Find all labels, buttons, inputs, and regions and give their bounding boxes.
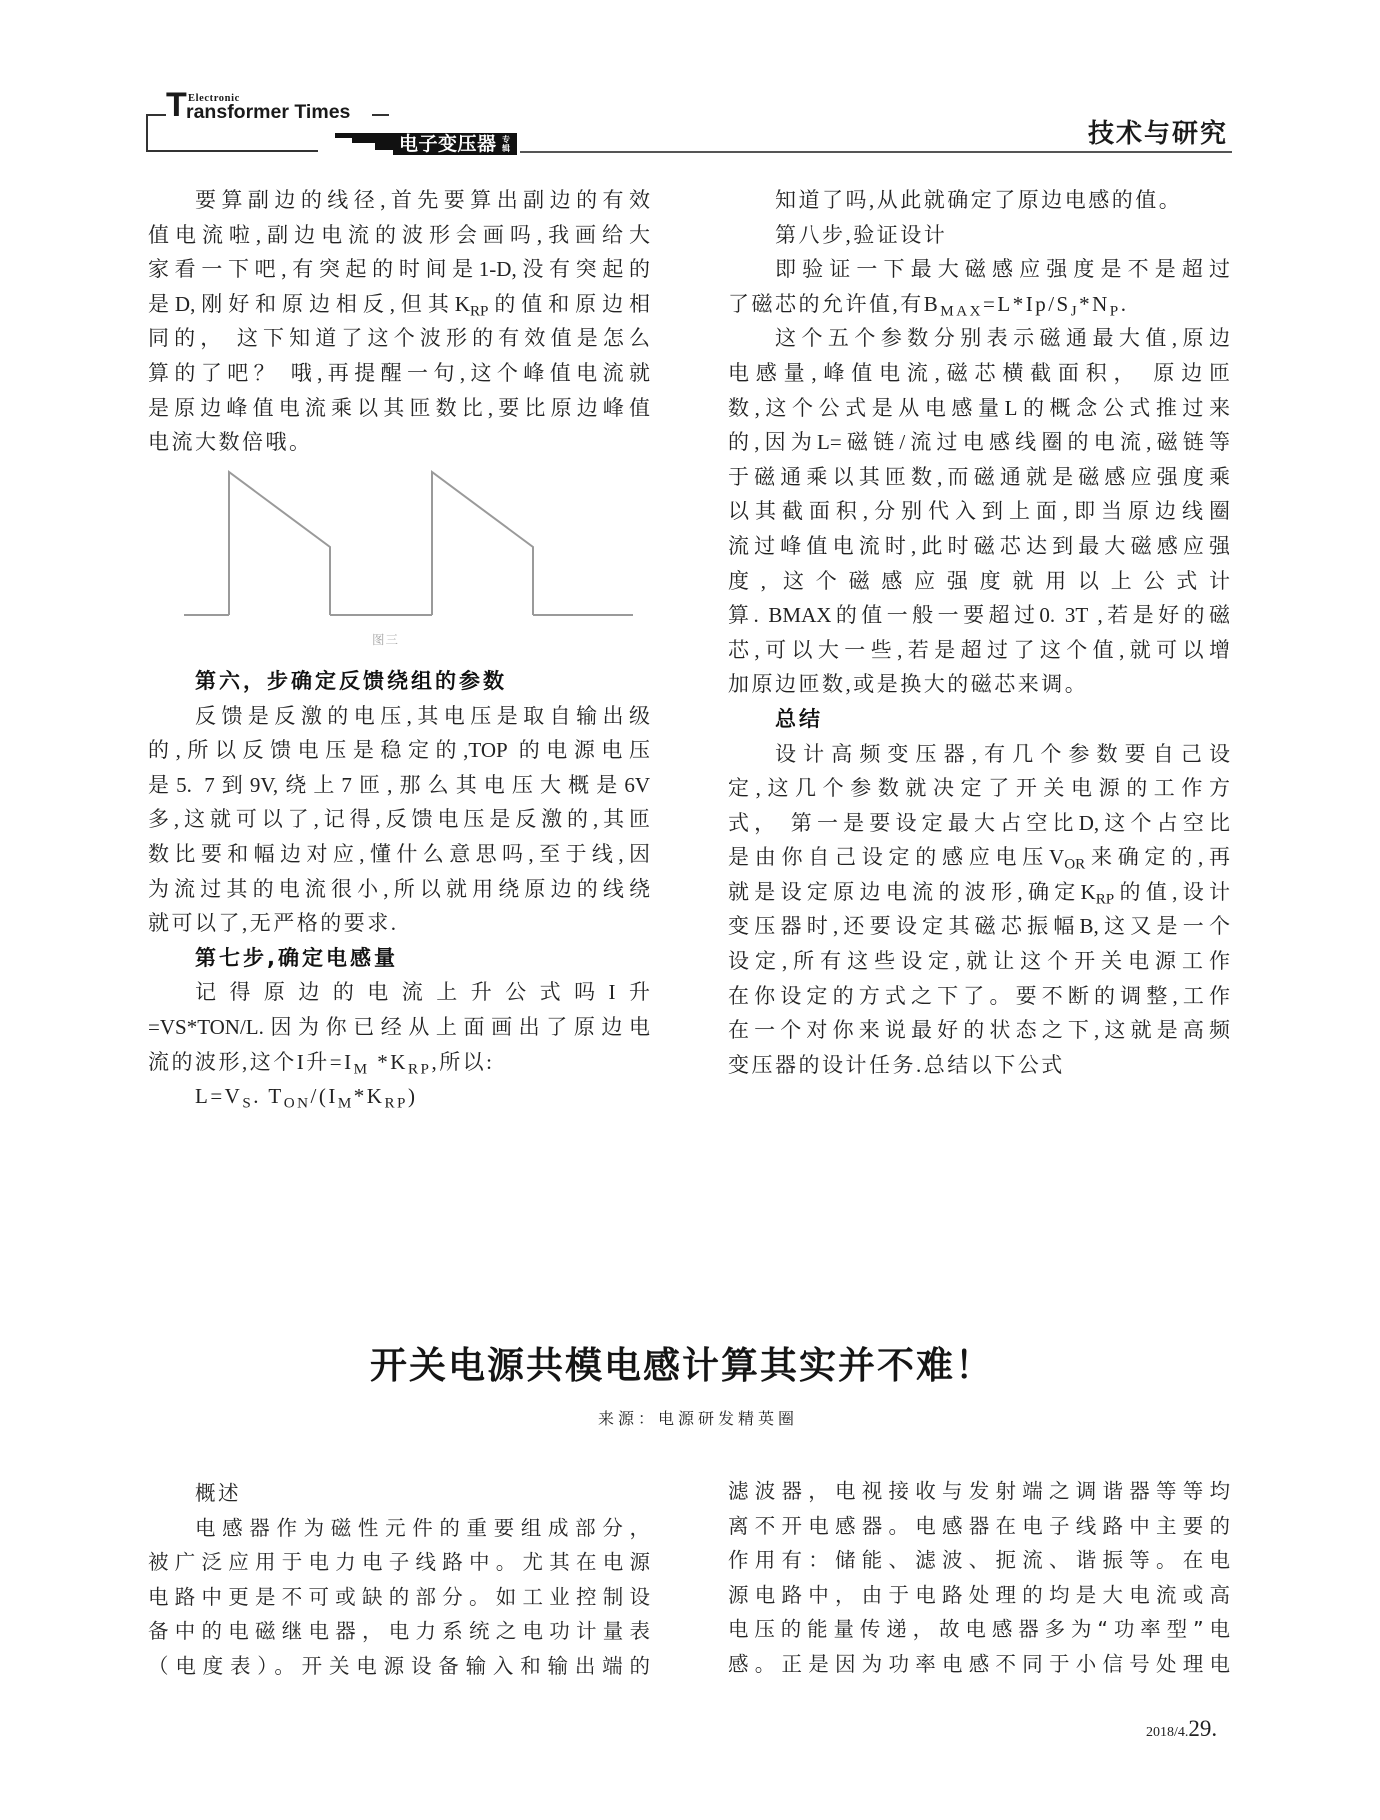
subscript: RP bbox=[469, 303, 489, 320]
text-line: 这个五个参数分别表示磁通最大值,原边 bbox=[775, 326, 1230, 351]
column-badge bbox=[335, 133, 517, 155]
text-line: 以其截面积,分别代入到上面,即当原边线圈 bbox=[728, 499, 1230, 524]
header-brand-dash bbox=[372, 114, 389, 116]
text-line: 于磁通乘以其匝数,而磁通就是磁感应强度乘 bbox=[728, 464, 1230, 489]
text-line: （电度表）。开关电源设备输入和输出端的 bbox=[148, 1653, 650, 1678]
section-heading: 总结 bbox=[775, 706, 823, 731]
text-line: 加原边匝数,或是换大的磁芯来调。 bbox=[728, 672, 1089, 697]
brand-logo-initial: T bbox=[166, 86, 187, 124]
text-line: 在你设定的方式之下了。要不断的调整,工作 bbox=[728, 983, 1230, 1008]
text-line: 数比要和幅边对应,懂什么意思吗,至于线,因 bbox=[148, 841, 650, 866]
formula-line bbox=[148, 1079, 650, 1114]
text-segment: 是D,刚好和原边相反,但其K bbox=[148, 291, 470, 316]
subscript: P bbox=[1109, 303, 1121, 320]
text-line: 电路中更是不可或缺的部分。如工业控制设 bbox=[148, 1584, 650, 1609]
page-number: 29. bbox=[1188, 1716, 1218, 1741]
text-segment: =L*Ip/S bbox=[983, 291, 1071, 316]
text-segment: 了磁芯的允许值,有B bbox=[728, 291, 941, 316]
badge-subtitle-char: 辑 bbox=[502, 144, 510, 153]
text-line: 的,因为L=磁链/流过电感线圈的电流,磁链等 bbox=[728, 430, 1230, 455]
text-segment: *K bbox=[369, 1049, 408, 1074]
text-line: 为流过其的电流很小,所以就用绕原边的线绕 bbox=[148, 876, 650, 901]
brand-logo-superscript: Electronic bbox=[188, 93, 240, 104]
text-line: 滤波器，电视接收与发射端之调谐器等等均 bbox=[728, 1479, 1230, 1503]
article2-left-column bbox=[148, 1476, 650, 1684]
text-line: =VS*TON/L.因为你已经从上面画出了原边电 bbox=[148, 1014, 650, 1039]
text-line: 同的， 这下知道了这个波形的有效值是怎么 bbox=[148, 326, 650, 351]
text-line: 在一个对你来说最好的状态之下,这就是高频 bbox=[728, 1018, 1230, 1043]
text-line: 是原边峰值电流乘以其匝数比,要比原边峰值 bbox=[148, 395, 650, 420]
waveform-pulse bbox=[432, 472, 533, 615]
waveform-pulse bbox=[229, 472, 330, 615]
text-segment: 是由你自己设定的感应电压V bbox=[728, 845, 1065, 870]
header-bracket-bottom-rule bbox=[146, 150, 318, 152]
text-line bbox=[148, 287, 650, 322]
article2-title: 开关电源共模电感计算其实并不难！ bbox=[370, 1343, 994, 1387]
text-line: 备中的电磁继电器，电力系统之电功计量表 bbox=[148, 1619, 650, 1644]
text-line bbox=[148, 1045, 650, 1080]
subheading: 概述 bbox=[195, 1481, 241, 1505]
text-line: 变压器的设计任务.总结以下公式 bbox=[728, 1052, 1065, 1077]
text-line: 变压器时,还要设定其磁芯振幅B,这又是一个 bbox=[728, 914, 1230, 939]
header-bracket-top-rule bbox=[146, 114, 166, 116]
text-segment: 流的波形,这个I升=I bbox=[148, 1049, 354, 1074]
text-line: 算. BMAX的值一般一要超过0. 3T ,若是好的磁 bbox=[728, 603, 1230, 628]
subscript: M bbox=[353, 1061, 370, 1078]
text-segment: . bbox=[1120, 291, 1129, 316]
text-segment: *N bbox=[1079, 291, 1110, 316]
text-line: 反馈是反激的电压,其电压是取自输出级 bbox=[195, 703, 650, 728]
section-title: 技术与研究 bbox=[1088, 119, 1229, 149]
text-line: 要算副边的线径,首先要算出副边的有效 bbox=[195, 188, 650, 212]
step-heading: 第八步,验证设计 bbox=[775, 222, 948, 247]
brand-logo-name: ransformer Times bbox=[186, 101, 351, 123]
text-line: 度, 这个磁感应强度就用以上公式计 bbox=[728, 568, 1230, 593]
section-heading: 第六，步确定反馈绕组的参数 bbox=[195, 669, 507, 693]
article2-source: 来源：电源研发精英圈 bbox=[597, 1409, 798, 1428]
text-line: 设计高频变压器,有几个参数要自己设 bbox=[775, 741, 1230, 766]
text-line: 算的了吧？ 哦,再提醒一句,这个峰值电流就 bbox=[148, 360, 650, 385]
subscript: RP bbox=[384, 1095, 408, 1112]
subscript: OR bbox=[1064, 856, 1086, 873]
text-segment: ) bbox=[407, 1084, 418, 1109]
subscript: M bbox=[337, 1095, 354, 1112]
figure-caption: 图三 bbox=[372, 632, 400, 647]
page-footer bbox=[1146, 1716, 1217, 1742]
text-line: 源电路中，由于电路处理的均是大电流或高 bbox=[728, 1582, 1230, 1607]
text-line bbox=[728, 840, 1230, 875]
text-line: 即验证一下最大磁感应强度是不是超过 bbox=[775, 257, 1230, 282]
text-segment: 的值,设计 bbox=[1114, 879, 1231, 904]
text-line: 感。正是因为功率电感不同于小信号处理电 bbox=[728, 1651, 1230, 1676]
text-line: 知道了吗,从此就确定了原边电感的值。 bbox=[775, 188, 1183, 212]
badge-title: 电子变压器 bbox=[399, 133, 497, 155]
text-line: 芯,可以大一些,若是超过了这个值,就可以增 bbox=[728, 637, 1230, 662]
formula-line bbox=[728, 287, 1230, 322]
header-bracket-vertical-rule bbox=[146, 114, 148, 152]
text-segment: /(I bbox=[310, 1084, 338, 1109]
article1-left-column-top bbox=[148, 183, 650, 460]
text-line bbox=[728, 875, 1230, 910]
text-segment: *K bbox=[353, 1084, 385, 1109]
text-line: 数,这个公式是从电感量L的概念公式推过来 bbox=[728, 395, 1230, 420]
subscript: MAX bbox=[940, 303, 984, 320]
subscript: J bbox=[1070, 303, 1080, 320]
text-segment: . T bbox=[253, 1084, 284, 1109]
text-line: 被广泛应用于电力电子线路中。尤其在电源 bbox=[148, 1550, 650, 1575]
header-right-rule bbox=[520, 151, 1232, 153]
text-segment: 来确定的,再 bbox=[1085, 845, 1230, 870]
text-segment: 就是设定原边电流的波形,确定K bbox=[728, 879, 1096, 904]
article1-left-column-bottom bbox=[148, 664, 650, 1114]
text-line: 值电流啦,副边电流的波形会画吗,我画给大 bbox=[148, 222, 650, 247]
text-line: 流过峰值电流时,此时磁芯达到最大磁感应强 bbox=[728, 533, 1230, 558]
badge-subtitle-char: 专 bbox=[502, 135, 510, 144]
text-line: 电感量,峰值电流,磁芯横截面积， 原边匝 bbox=[728, 360, 1230, 385]
text-line: 定,这几个参数就决定了开关电源的工作方 bbox=[728, 776, 1230, 801]
text-line: 式， 第一是要设定最大占空比D,这个占空比 bbox=[728, 810, 1230, 835]
text-line: 离不开电感器。电感器在电子线路中主要的 bbox=[728, 1513, 1230, 1538]
text-line: 电流大数倍哦。 bbox=[148, 430, 313, 455]
badge-subtitle bbox=[501, 135, 511, 153]
text-line: 作用有：储能、滤波、扼流、谐振等。在电 bbox=[728, 1548, 1230, 1573]
text-line: 多,这就可以了,记得,反馈电压是反激的,其匝 bbox=[148, 807, 650, 832]
text-segment: ,所以: bbox=[431, 1049, 495, 1074]
subscript: RP bbox=[407, 1061, 432, 1078]
text-segment: L=V bbox=[195, 1084, 243, 1109]
issue-date: 2018/4. bbox=[1146, 1725, 1189, 1740]
text-line: 记得原边的电流上升公式吗I升 bbox=[195, 980, 650, 1005]
section-heading: 第七步,确定电感量 bbox=[195, 945, 398, 970]
text-line: 就可以了,无严格的要求. bbox=[148, 911, 399, 936]
text-line: 设定,所有这些设定,就让这个开关电源工作 bbox=[728, 949, 1230, 974]
text-line: 的,所以反馈电压是稳定的,TOP 的电源电压 bbox=[148, 738, 650, 763]
waveform-figure bbox=[180, 465, 640, 655]
text-line: 电压的能量传递，故电感器多为“功率型”电 bbox=[728, 1617, 1230, 1642]
text-segment: 的值和原边相 bbox=[488, 291, 650, 316]
subscript: S bbox=[242, 1095, 254, 1112]
subscript: ON bbox=[283, 1095, 311, 1112]
article1-right-column bbox=[728, 183, 1230, 1082]
text-line: 电感器作为磁性元件的重要组成部分， bbox=[195, 1515, 650, 1540]
text-line: 家看一下吧,有突起的时间是1-D,没有突起的 bbox=[148, 257, 650, 282]
text-line: 是5. 7到9V,绕上7匝,那么其电压大概是6V bbox=[148, 772, 650, 797]
subscript: RP bbox=[1095, 891, 1115, 908]
article2-right-column bbox=[728, 1474, 1230, 1682]
